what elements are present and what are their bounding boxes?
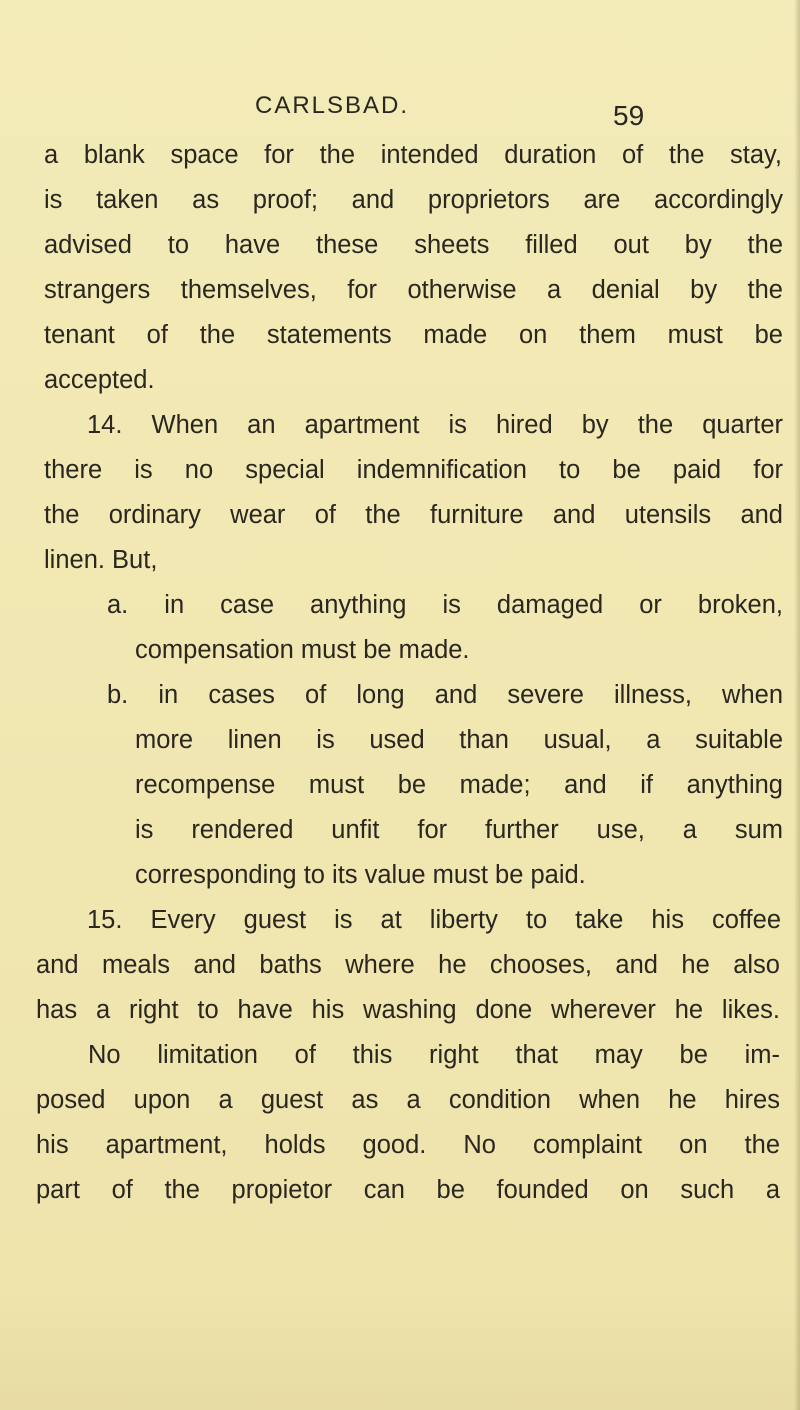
text-line: tenant of the statements made on them must be [44,321,783,349]
text-line: posed upon a guest as a condition when he hires [36,1086,780,1114]
text-line: corresponding to its value must be paid. [135,861,586,889]
text-line: is taken as proof; and proprietors are accordingly [44,186,783,214]
text-line: a blank space for the intended duration of the stay, [44,141,782,169]
text-line: is rendered unfit for further use, a sum [135,816,783,844]
text-line: 14. When an apartment is hired by the quarter [87,411,783,439]
text-line: a. in case anything is damaged or broken, [107,591,783,619]
text-line: b. in cases of long and severe illness, when [107,681,783,709]
text-line: compensation must be made. [135,636,470,664]
text-line: has a right to have his washing done wherever he likes. [36,996,780,1024]
text-line: No limitation of this right that may be im- [88,1041,780,1069]
text-line: more linen is used than usual, a suitable [135,726,783,754]
running-head: CARLSBAD. [255,92,410,119]
page-header [0,92,800,132]
page-shading [0,1290,800,1410]
page-edge-shadow [794,0,800,1410]
page-number: 59 [613,100,645,131]
text-line: accepted. [44,366,155,394]
text-line: his apartment, holds good. No complaint on the [36,1131,780,1159]
text-line: the ordinary wear of the furniture and utensils and [44,501,783,529]
text-line: and meals and baths where he chooses, and he also [36,951,780,979]
text-line: linen. But, [44,546,158,574]
text-line: advised to have these sheets filled out by the [44,231,783,259]
text-line: strangers themselves, for otherwise a denial by the [44,276,783,304]
text-line: recompense must be made; and if anything [135,771,783,799]
text-line: part of the propietor can be founded on such a [36,1176,780,1204]
text-line: 15. Every guest is at liberty to take his coffee [87,906,781,934]
text-line: there is no special indemnification to be paid for [44,456,783,484]
